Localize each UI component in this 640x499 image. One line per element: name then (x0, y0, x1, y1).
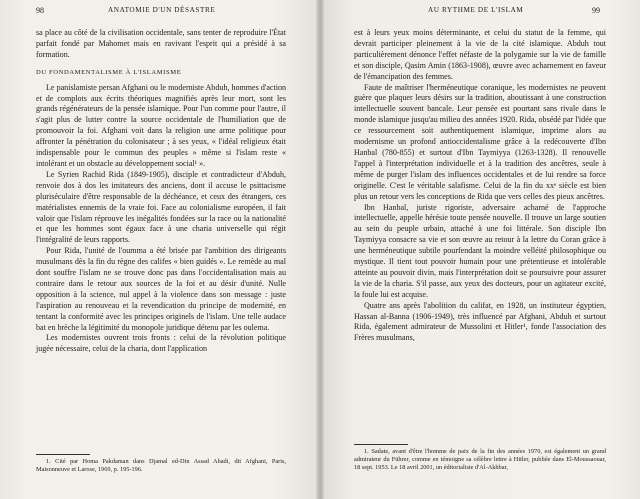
right-page-number: 99 (592, 6, 600, 15)
right-footnote: 1. Sadate, avant d'être l'homme de paix de la fin des années 1970, est également un grand admirateur du Führer, comme en témoigne sa célèbre lettre à Hitler, publiée dans El-Moussaouar, 18 sept. 1953. Le 18 avril 2001, un éditorialiste d'Al-Akhbar, (354, 448, 606, 471)
left-paragraph: Pour Rida, l'unité de l'oumma a été brisée par l'ambition des dirigeants musulmans dès la fin du règne des califes « bien guidés ». Le remède au mal dont souffre l'islam ne se trouve donc pas dans l'occidentalisation mais au contraire dans le retour aux sources de la foi et au désir d'unité. Nulle opposition à la science, nul appel à la violence dans son message : juste l'aspiration au renouveau et la revendication du principe de modernité, en tentant la conformité avec les principes originels de l'islam. Une telle audace bat en brèche la légitimité du monopole juridique détenu par les oulema. (36, 246, 286, 332)
left-paragraph: Le panislamiste persan Afghani ou le moderniste Abduh, hommes d'action et de complots aux écrits théoriques magnifiés après leur mort, sont les grands régénérateurs de la pensée islamique. Pour l'un comme pour l'autre, il s'agit plus de lutter contre la source occidentale de l'humiliation que de promouvoir la foi. Afghani voit dans la religion une arme politique pour affronter la pénétration du colonisateur ; à ses yeux, « l'idéal religieux était indispensable pour le commun des peuples » même si l'islam reste « intolérant et un obstacle au développement social¹ ». (36, 82, 286, 168)
right-paragraph: Quatre ans après l'abolition du califat, en 1928, un instituteur égyptien, Hassan al-Banna (1906-1949), très influencé par Afghani, Abduh et surtout Rida, également admirateur de Mussolini et Hitler¹, fonde l'association des Frères musulmans, (354, 300, 606, 343)
right-body-text (354, 28, 606, 344)
section-heading: DU FONDAMENTALISME À L'ISLAMISME (36, 68, 182, 76)
footnote-rule (354, 444, 408, 445)
right-paragraph: Faute de maîtriser l'herméneutique coranique, les modernistes ne peuvent guère que plaquer leurs désirs sur la tradition, aboutissant à une construction intellectuelle souvent bancale. Leur pensée est pourtant sans rivale dans le monde islamique jusqu'au milieu des années 1920. Rida, obsédé par l'idée que ce ressourcement soit authentiquement islamique, imprime alors au modernisme un profond antioccidentalisme grâce à la redécouverte d'Ibn Hanbal (780-855) et surtout d'Ibn Taymiyya (1263-1328). Il renouvelle l'appel à l'interprétation individuelle et à la tradition des ancêtres, seule à même de purger l'islam des influences occidentales et de lui rendre sa force originelle. C'est le véritable salafisme. Celui de la fin du xxᵉ siècle est bien plus un retour vers les conceptions de Rida que vers celles des pieux ancêtres. (354, 82, 606, 201)
left-footnote: 1. Cité par Homa Pakdaman dans Djamal ed-Din Assad Abadi, dit Afghani, Paris, Maisonneuve et Larose, 1969, p. 195-196. (36, 458, 286, 473)
left-paragraph: Le Syrien Rachid Rida (1849-1905), disciple et contradicteur d'Abduh, renvoie dos à dos les imitateurs des anciens, dont il accuse le psittacisme pluriséculaire d'être responsable de la déchéance, et ceux des étrangers, ces matérialistes ennemis de la vraie foi. Face au colonialisme européen, il fait valoir que l'islam réprouve les inégalités fondées sur la race ou la nationalité et que les hommes sont égaux face à une charia universelle qui régit l'intégralité de leurs rapports. (36, 169, 286, 245)
left-paragraph: Les modernistes ouvrent trois fronts : celui de la révolution politique jugée nécessaire, celui de la charia, dont l'application (36, 333, 286, 354)
right-footnotes (354, 440, 606, 472)
footnote-rule (36, 454, 90, 455)
left-intro-paragraph: sa place au côté de la civilisation occidentale, sans tenter de reproduire l'État parfait fondé par Mahomet mais en ravivant l'esprit qui a présidé à sa formation. (36, 28, 286, 59)
book-gutter (316, 0, 324, 499)
right-page (320, 0, 640, 499)
left-page-number: 98 (36, 6, 44, 15)
left-body-text (36, 28, 286, 355)
right-paragraph: est à leurs yeux moins déterminante, et celui du statut de la femme, qui devrait participer pleinement à la vie de la cité islamique. Abduh tout particulièrement dénonce l'effet néfaste de la polygamie sur la vie de famille et son disciple, Qasim Amin (1863-1908), œuvre avec acharnement en faveur de l'émancipation des femmes. (354, 28, 606, 81)
right-running-head: AU RYTHME DE L'ISLAM (428, 6, 524, 14)
left-running-head: ANATOMIE D'UN DÉSASTRE (108, 6, 216, 14)
right-paragraph: Ibn Hanbal, juriste rigoriste, adversaire acharné de l'approche intellectuelle, appelle hérésie toute pensée nouvelle. Il trouve un large soutien au sein du peuple urbain, attaché à une foi littérale. Son disciple Ibn Taymiyya consacre sa vie et son œuvre au retour à la lettre du Coran grâce à une herméneutique subtile pourfendant la moindre velléité philosophique ou mystique. Il tient tout pouvoir humain pour une prétentieuse et intolérable atteinte au pouvoir divin, mais l'interprétation doit se poursuivre pour assurer la vie de la charia. S'il passe, aux yeux des docteurs, pour un agitateur excité, la foule lui est acquise. (354, 202, 606, 299)
left-footnotes (36, 450, 286, 474)
